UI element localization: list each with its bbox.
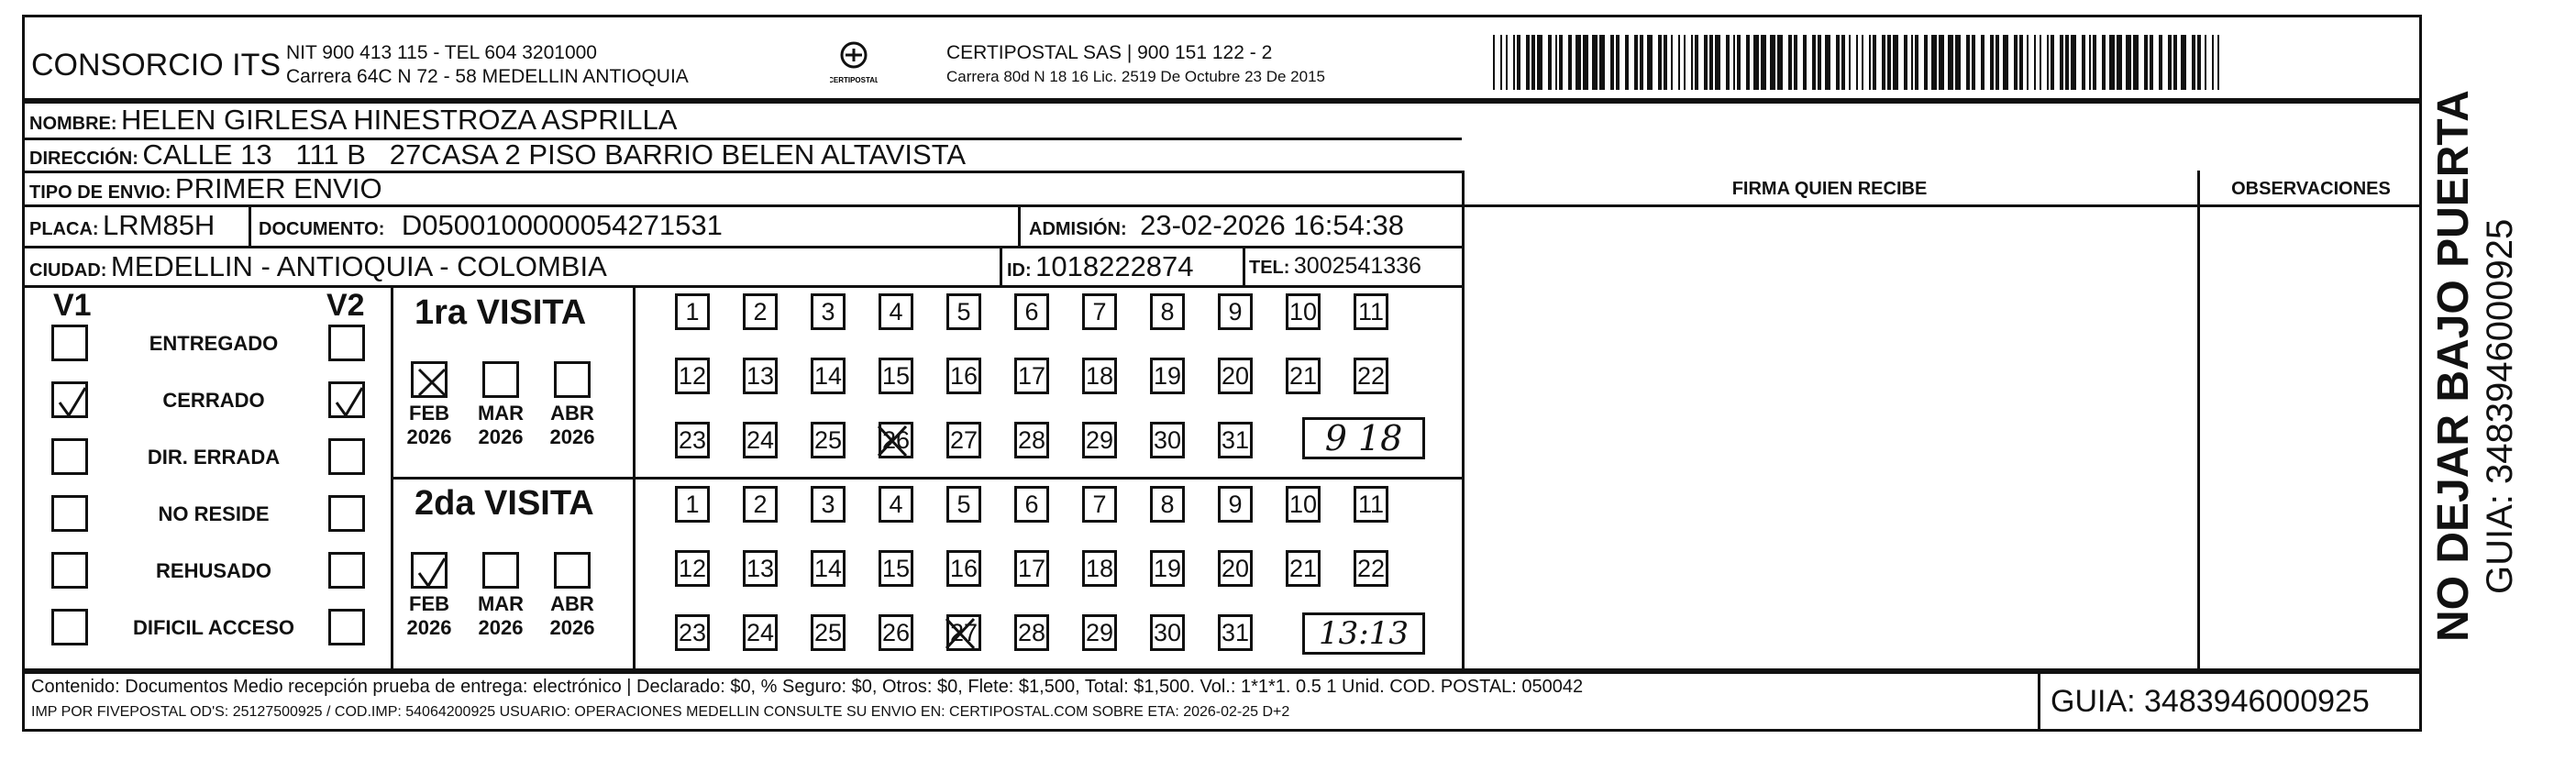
day-box[interactable]: 29 bbox=[1082, 422, 1117, 458]
admission-label: ADMISIÓN: bbox=[1029, 219, 1127, 239]
address-label: DIRECCIÓN: bbox=[29, 149, 138, 169]
v2-checkbox[interactable] bbox=[328, 438, 365, 475]
city-value: MEDELLIN - ANTIOQUIA - COLOMBIA bbox=[110, 250, 607, 282]
day-box[interactable]: 1 bbox=[675, 486, 710, 523]
side-guide-number: GUIA: 3483946000925 bbox=[2480, 218, 2520, 594]
day-box[interactable]: 25 bbox=[811, 422, 846, 458]
day-box[interactable]: 5 bbox=[946, 293, 981, 330]
status-label: DIR. ERRADA bbox=[147, 446, 281, 469]
day-box[interactable]: 19 bbox=[1150, 358, 1185, 394]
day-box[interactable]: 30 bbox=[1150, 614, 1185, 651]
footer-print-line: IMP POR FIVEPOSTAL OD'S: 25127500925 / COD.IMP: 54064200925 USUARIO: OPERACIONES MEDELLIN CONSULTE SU ENVIO EN: CERTIPOSTAL.COM SOBRE ETA: 2026-02-25 D+2 bbox=[31, 704, 1290, 720]
day-box[interactable]: 17 bbox=[1014, 358, 1049, 394]
month-checkbox[interactable] bbox=[554, 361, 591, 398]
signature-label: FIRMA QUIEN RECIBE bbox=[1731, 179, 1928, 199]
type-label: TIPO DE ENVIO: bbox=[29, 182, 171, 203]
day-box[interactable]: 7 bbox=[1082, 486, 1117, 523]
id-label: ID: bbox=[1007, 260, 1032, 281]
day-box[interactable]: 10 bbox=[1286, 293, 1321, 330]
day-box[interactable]: 3 bbox=[811, 293, 846, 330]
no-under-door-warning: NO DEJAR BAJO PUERTA bbox=[2429, 90, 2478, 642]
second-visit-title: 2da VISITA bbox=[415, 484, 594, 523]
day-box[interactable]: 15 bbox=[879, 358, 913, 394]
day-box[interactable]: 16 bbox=[946, 358, 981, 394]
name-label: NOMBRE: bbox=[29, 114, 117, 134]
day-box[interactable]: 21 bbox=[1286, 550, 1321, 587]
day-box[interactable]: 31 bbox=[1218, 614, 1253, 651]
barcode-icon bbox=[1493, 35, 2227, 90]
month-checkbox[interactable] bbox=[482, 361, 519, 398]
month-checkbox[interactable] bbox=[411, 361, 448, 398]
tel-row bbox=[1249, 253, 1421, 280]
plate-row bbox=[29, 209, 215, 242]
document-row bbox=[259, 209, 723, 242]
courier-line1: CERTIPOSTAL SAS | 900 151 122 - 2 bbox=[946, 42, 1273, 63]
v2-label: V2 bbox=[326, 288, 365, 323]
day-box[interactable]: 23 bbox=[675, 614, 710, 651]
tel-value: 3002541336 bbox=[1293, 253, 1421, 279]
month-checkbox[interactable] bbox=[554, 552, 591, 589]
day-box[interactable]: 11 bbox=[1354, 293, 1388, 330]
v2-checkbox[interactable] bbox=[328, 609, 365, 645]
status-label: REHUSADO bbox=[156, 559, 271, 582]
v2-checkbox[interactable] bbox=[328, 495, 365, 532]
month-label: FEB 2026 bbox=[406, 592, 452, 639]
day-box[interactable]: 12 bbox=[675, 550, 710, 587]
month-label: ABR 2026 bbox=[549, 592, 595, 639]
day-box[interactable]: 2 bbox=[743, 486, 778, 523]
observations-label: OBSERVACIONES bbox=[2231, 179, 2391, 199]
day-box[interactable]: 31 bbox=[1218, 422, 1253, 458]
signature-area bbox=[1465, 207, 2197, 671]
day-box[interactable]: 21 bbox=[1286, 358, 1321, 394]
day-box[interactable]: 29 bbox=[1082, 614, 1117, 651]
city-row bbox=[29, 250, 607, 283]
company-line1: NIT 900 413 115 - TEL 604 3201000 bbox=[286, 42, 597, 63]
company-name: CONSORCIO ITS bbox=[31, 48, 282, 83]
day-box[interactable]: 28 bbox=[1014, 422, 1049, 458]
day-box[interactable]: 25 bbox=[811, 614, 846, 651]
day-box[interactable]: 30 bbox=[1150, 422, 1185, 458]
month-checkbox[interactable] bbox=[482, 552, 519, 589]
day-box[interactable]: 11 bbox=[1354, 486, 1388, 523]
day-box[interactable]: 18 bbox=[1082, 550, 1117, 587]
day-box[interactable]: 26 bbox=[879, 422, 913, 458]
day-box[interactable]: 2 bbox=[743, 293, 778, 330]
month-checkbox[interactable] bbox=[411, 552, 448, 589]
day-box[interactable]: 20 bbox=[1218, 550, 1253, 587]
day-box[interactable]: 19 bbox=[1150, 550, 1185, 587]
day-box[interactable]: 17 bbox=[1014, 550, 1049, 587]
address-row bbox=[29, 138, 966, 171]
courier-line2: Carrera 80d N 18 16 Lic. 2519 De Octubre 23 De 2015 bbox=[946, 68, 1325, 85]
v1-checkbox[interactable] bbox=[51, 381, 88, 418]
first-visit-time: 9 18 bbox=[1302, 417, 1425, 459]
day-box[interactable]: 5 bbox=[946, 486, 981, 523]
month-label: MAR 2026 bbox=[477, 592, 525, 639]
city-label: CIUDAD: bbox=[29, 260, 107, 281]
day-box[interactable]: 3 bbox=[811, 486, 846, 523]
footer-guide-number: GUIA: 3483946000925 bbox=[2051, 684, 2370, 719]
month-label: FEB 2026 bbox=[406, 402, 452, 448]
day-box[interactable]: 9 bbox=[1218, 486, 1253, 523]
status-label: NO RESIDE bbox=[158, 502, 270, 525]
day-box[interactable]: 12 bbox=[675, 358, 710, 394]
v1-checkbox[interactable] bbox=[51, 495, 88, 532]
day-box[interactable]: 14 bbox=[811, 550, 846, 587]
day-box[interactable]: 6 bbox=[1014, 293, 1049, 330]
day-box[interactable]: 8 bbox=[1150, 486, 1185, 523]
day-box[interactable]: 4 bbox=[879, 486, 913, 523]
status-label: CERRADO bbox=[162, 389, 265, 412]
day-box[interactable]: 24 bbox=[743, 614, 778, 651]
type-row bbox=[29, 172, 382, 205]
day-box[interactable]: 27 bbox=[946, 422, 981, 458]
v1-checkbox[interactable] bbox=[51, 438, 88, 475]
day-box[interactable]: 4 bbox=[879, 293, 913, 330]
v2-checkbox[interactable] bbox=[328, 381, 365, 418]
footer-content-line: Contenido: Documentos Medio recepción prueba de entrega: electrónico | Declarado: $0, % Seguro: $0, Otros: $0, Flete: $1,500, Total: $1,500. Vol.: 1*1*1. 0.5 1 Unid. COD. POSTAL: 050042 bbox=[31, 677, 1584, 697]
first-visit-title: 1ra VISITA bbox=[415, 293, 587, 332]
day-box[interactable]: 16 bbox=[946, 550, 981, 587]
id-row bbox=[1007, 250, 1194, 283]
admission-value: 23-02-2026 16:54:38 bbox=[1140, 209, 1404, 241]
day-box[interactable]: 23 bbox=[675, 422, 710, 458]
status-label: DIFICIL ACCESO bbox=[132, 616, 294, 639]
day-box[interactable]: 10 bbox=[1286, 486, 1321, 523]
day-box[interactable]: 13 bbox=[743, 358, 778, 394]
svg-text:CERTIPOSTAL: CERTIPOSTAL bbox=[830, 76, 878, 84]
day-box[interactable]: 18 bbox=[1082, 358, 1117, 394]
day-box[interactable]: 22 bbox=[1354, 358, 1388, 394]
document-value: D0500100000054271531 bbox=[401, 209, 723, 241]
day-box[interactable]: 24 bbox=[743, 422, 778, 458]
month-label: ABR 2026 bbox=[549, 402, 595, 448]
id-value: 1018222874 bbox=[1035, 250, 1194, 282]
name-row bbox=[29, 104, 677, 137]
company-line2: Carrera 64C N 72 - 58 MEDELLIN ANTIOQUIA bbox=[286, 66, 689, 87]
tel-label: TEL: bbox=[1249, 258, 1290, 278]
plate-label: PLACA: bbox=[29, 219, 99, 239]
recipient-address: CALLE 13 111 B 27CASA 2 PISO BARRIO BELEN ALTAVISTA bbox=[142, 138, 967, 171]
v1-checkbox[interactable] bbox=[51, 609, 88, 645]
v2-checkbox[interactable] bbox=[328, 325, 365, 361]
day-box[interactable]: 1 bbox=[675, 293, 710, 330]
v1-label: V1 bbox=[53, 288, 92, 323]
document-label: DOCUMENTO: bbox=[259, 219, 385, 239]
plate-value: LRM85H bbox=[103, 209, 216, 241]
v1-checkbox[interactable] bbox=[51, 552, 88, 589]
day-box[interactable]: 20 bbox=[1218, 358, 1253, 394]
second-visit-time: 13:13 bbox=[1302, 612, 1425, 655]
day-box[interactable]: 13 bbox=[743, 550, 778, 587]
month-label: MAR 2026 bbox=[477, 402, 525, 448]
recipient-name: HELEN GIRLESA HINESTROZA ASPRILLA bbox=[121, 104, 678, 136]
v2-checkbox[interactable] bbox=[328, 552, 365, 589]
certipostal-logo bbox=[830, 40, 878, 92]
day-box[interactable]: 14 bbox=[811, 358, 846, 394]
v1-checkbox[interactable] bbox=[51, 325, 88, 361]
status-label: ENTREGADO bbox=[149, 332, 279, 355]
day-box[interactable]: 26 bbox=[879, 614, 913, 651]
day-box[interactable]: 15 bbox=[879, 550, 913, 587]
admission-row bbox=[1029, 209, 1404, 242]
day-box[interactable]: 9 bbox=[1218, 293, 1253, 330]
day-box[interactable]: 8 bbox=[1150, 293, 1185, 330]
day-box[interactable]: 22 bbox=[1354, 550, 1388, 587]
shipment-type: PRIMER ENVIO bbox=[174, 172, 382, 204]
day-box[interactable]: 27 bbox=[946, 614, 981, 651]
day-box[interactable]: 6 bbox=[1014, 486, 1049, 523]
day-box[interactable]: 7 bbox=[1082, 293, 1117, 330]
day-box[interactable]: 28 bbox=[1014, 614, 1049, 651]
